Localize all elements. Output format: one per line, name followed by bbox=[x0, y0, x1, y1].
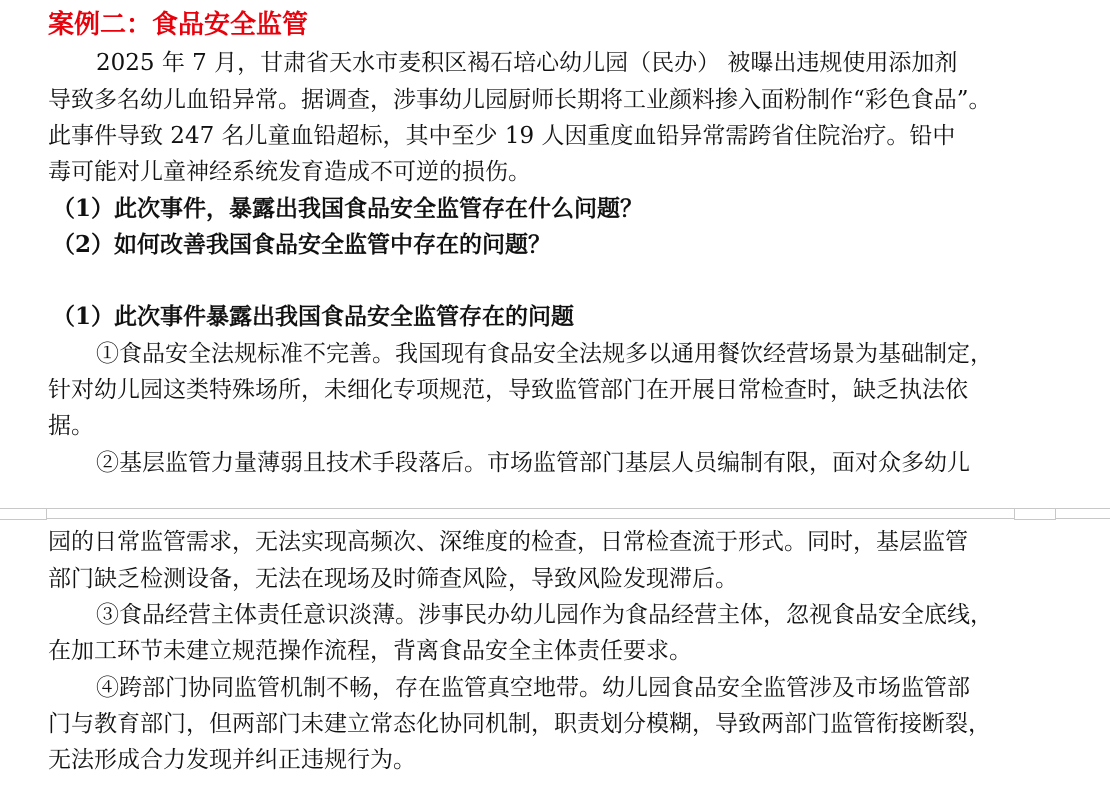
point-1-line-2: 针对幼儿园这类特殊场所，未细化专项规范，导致监管部门在开展日常检查时，缺乏执法依 bbox=[48, 377, 968, 403]
point-4-line-2: 门与教育部门，但两部门未建立常态化协同机制，职责划分模糊，导致两部门监管衔接断裂， bbox=[48, 711, 991, 737]
point-4-line-3: 无法形成合力发现并纠正违规行为。 bbox=[48, 747, 416, 773]
point-1-line-3: 据。 bbox=[48, 413, 94, 439]
point-4-line-1: ④跨部门协同监管机制不畅，存在监管真空地带。幼儿园食品安全监管涉及市场监管部 bbox=[96, 675, 970, 701]
case-line-1: 2025 年 7 月，甘肃省天水市麦积区褐石培心幼儿园（民办） 被曝出违规使用添加剂 bbox=[96, 50, 958, 76]
point-2-line-3: 部门缺乏检测设备，无法在现场及时筛查风险，导致风险发现滞后。 bbox=[48, 566, 738, 592]
case-line-2: 导致多名幼儿血铅异常。据调查，涉事幼儿园厨师长期将工业颜料掺入面粉制作“彩色食品”。 bbox=[48, 87, 992, 113]
page-break-rule-top bbox=[0, 508, 1110, 509]
point-3-line-2: 在加工环节未建立规范操作流程，背离食品安全主体责任要求。 bbox=[48, 638, 692, 664]
point-3-line-1: ③食品经营主体责任意识淡薄。涉事民办幼儿园作为食品经营主体，忽视食品安全底线， bbox=[96, 602, 993, 628]
question-2: （2）如何改善我国食品安全监管中存在的问题？ bbox=[52, 231, 552, 258]
page-break-left-marker bbox=[0, 508, 47, 520]
question-1: （1）此次事件，暴露出我国食品安全监管存在什么问题？ bbox=[52, 195, 644, 222]
page-break-right-marker bbox=[1014, 508, 1056, 520]
case-line-3: 此事件导致 247 名儿童血铅超标，其中至少 19 人因重度血铅异常需跨省住院治疗。铅中 bbox=[48, 123, 956, 149]
page-break-rule-bottom bbox=[0, 518, 1110, 519]
page-break-separator bbox=[0, 505, 1110, 525]
point-2-line-1: ②基层监管力量薄弱且技术手段落后。市场监管部门基层人员编制有限，面对众多幼儿 bbox=[96, 450, 970, 476]
answer-heading: （1）此次事件暴露出我国食品安全监管存在的问题 bbox=[52, 303, 575, 330]
point-2-line-2: 园的日常监管需求，无法实现高频次、深维度的检查，日常检查流于形式。同时，基层监管 bbox=[48, 529, 968, 555]
case-title: 案例二：食品安全监管 bbox=[48, 10, 309, 40]
document-page-bottom bbox=[0, 525, 1110, 795]
point-1-line-1: ①食品安全法规标准不完善。我国现有食品安全法规多以通用餐饮经营场景为基础制定， bbox=[96, 341, 993, 367]
case-line-4: 毒可能对儿童神经系统发育造成不可逆的损伤。 bbox=[48, 159, 531, 185]
